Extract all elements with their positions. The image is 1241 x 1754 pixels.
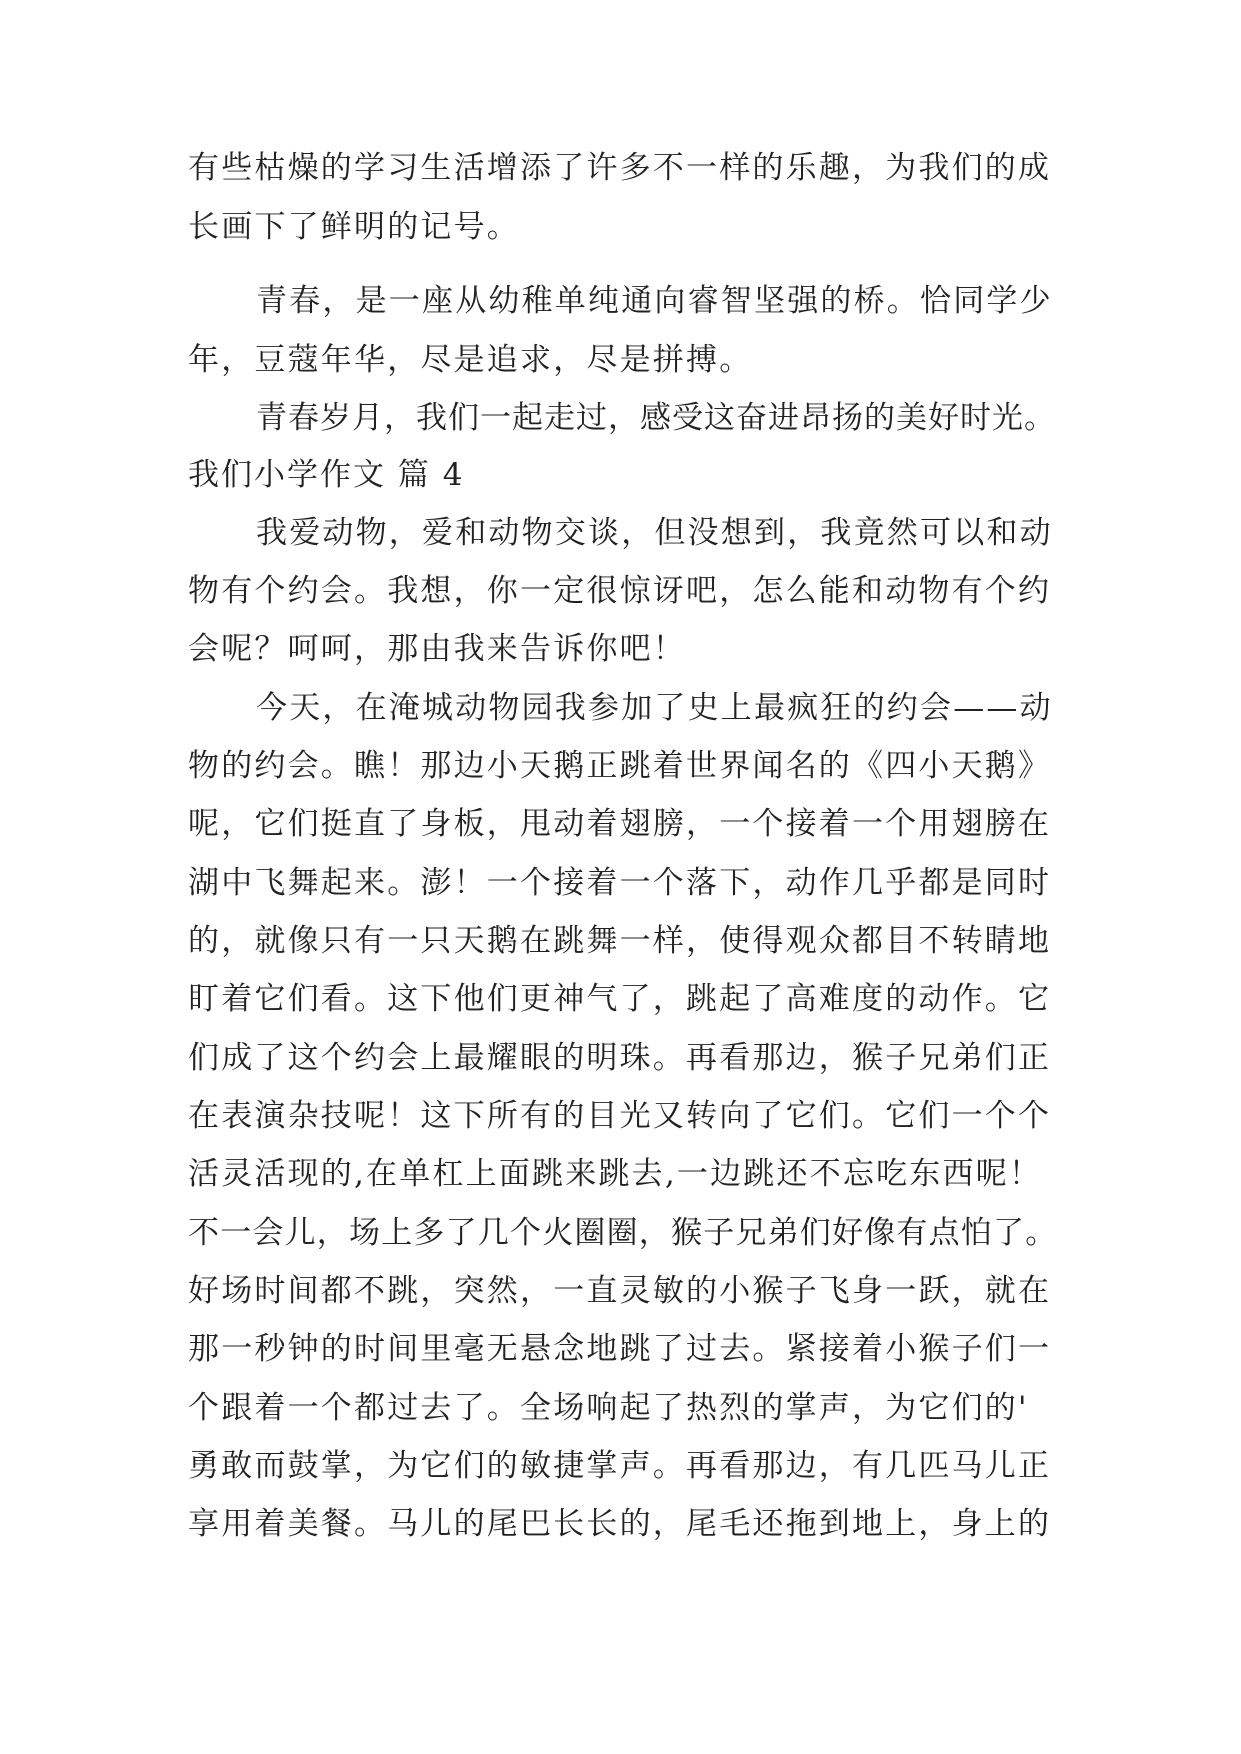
text-line: 享用着美餐。马儿的尾巴长长的，尾毛还拖到地上，身上的 [188, 1506, 1052, 1542]
text-line: 的，就像只有一只天鹅在跳舞一样，使得观众都目不转睛地 [188, 923, 1052, 959]
text-line: 活灵活现的,在单杠上面跳来跳去,一边跳还不忘吃东西呢！ [188, 1156, 1043, 1192]
text-line: 会呢？呵呵，那由我来告诉你吧！ [188, 631, 686, 667]
text-line: 长画下了鲜明的记号。 [188, 209, 520, 245]
text-line: 勇敢而鼓掌，为它们的敏捷掌声。再看那边，有几匹马儿正 [188, 1448, 1052, 1484]
text-line: 个跟着一个都过去了。全场响起了热烈的掌声，为它们的' [188, 1390, 1029, 1426]
paragraph-line: 我爱动物，爱和动物交谈，但没想到，我竟然可以和动 [256, 515, 1053, 551]
text-line: 盯着它们看。这下他们更神气了，跳起了高难度的动作。它 [188, 981, 1052, 1017]
text-line: 们成了这个约会上最耀眼的明珠。再看那边，猴子兄弟们正 [188, 1040, 1052, 1076]
text-line: 不一会儿，场上多了几个火圈圈，猴子兄弟们好像有点怕了。 [188, 1215, 1058, 1251]
text-line: 物有个约会。我想，你一定很惊讶吧，怎么能和动物有个约 [188, 573, 1052, 609]
text-line: 物的约会。瞧！那边小天鹅正跳着世界闻名的《四小天鹅》 [188, 748, 1052, 784]
text-line: 年，豆蔻年华，尽是追求，尽是拼搏。 [188, 342, 753, 378]
paragraph-line: 今天，在淹城动物园我参加了史上最疯狂的约会——动 [256, 690, 1053, 726]
text-line: 湖中飞舞起来。澎！一个接着一个落下，动作几乎都是同时 [188, 865, 1052, 901]
section-heading: 我们小学作文 篇 4 [188, 457, 465, 493]
text-line: 呢，它们挺直了身板，甩动着翅膀，一个接着一个用翅膀在 [188, 806, 1052, 842]
text-line: 那一秒钟的时间里毫无悬念地跳了过去。紧接着小猴子们一 [188, 1331, 1052, 1367]
paragraph-line: 青春，是一座从幼稚单纯通向睿智坚强的桥。恰同学少 [256, 283, 1053, 319]
text-line: 好场时间都不跳，突然，一直灵敏的小猴子飞身一跃，就在 [188, 1273, 1052, 1309]
text-line: 有些枯燥的学习生活增添了许多不一样的乐趣，为我们的成 [188, 150, 1052, 186]
text-line: 在表演杂技呢！这下所有的目光又转向了它们。它们一个个 [188, 1098, 1052, 1134]
paragraph-line: 青春岁月，我们一起走过，感受这奋进昂扬的美好时光。 [256, 400, 1056, 436]
